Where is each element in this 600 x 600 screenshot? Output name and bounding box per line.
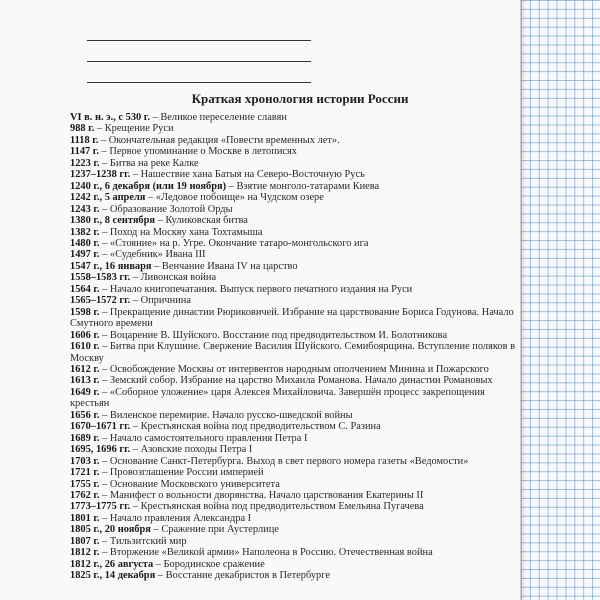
entry-date: 1558–1583 гг. [70,272,131,284]
entry-date: 1812 г. [70,547,100,559]
entry-text: – «Судебник» Ивана III [99,249,206,261]
chronology-entry [70,330,520,341]
entry-date: 1497 г. [70,249,100,261]
blank-line-3 [87,82,311,83]
entry-text: – Начало самостоятельного правления Петра I [99,432,308,444]
entry-date: 1564 г. [70,283,100,295]
chronology-entry [70,479,520,490]
chronology-entry [70,158,520,169]
chronology-entry [70,249,520,260]
entry-text: – Бородинское сражение [153,558,265,570]
entry-text: – Тильзитский мир [99,535,187,547]
chronology-entry [70,307,520,330]
chronology-entry [70,135,520,146]
entry-text: – Крестьянская война под предводительством С. Разина [130,421,381,433]
entry-date: 1825 г., 14 декабря [70,570,156,582]
chronology-entry [70,467,520,478]
entry-text: – Первое упоминание о Москве в летописях [98,146,297,158]
entry-text: – Образование Золотой Орды [99,203,233,215]
entry-date: 1147 г. [70,146,99,158]
chronology-entry [70,238,520,249]
entry-date: 1805 г., 20 ноября [70,524,151,536]
entry-text: – Вторжение «Великой армии» Наполеона в Россию. Отечественная война [99,547,433,559]
blank-line-1 [87,40,311,41]
entry-text: – Ливонская война [130,272,217,284]
entry-text: – Прекращение династии Рюриковичей. Избрание на царствование Бориса Годунова. Начало Смутного времени [70,306,514,330]
entry-date: 1656 г. [70,409,100,421]
entry-text: – Окончательная редакция «Повести временных лет». [98,134,340,146]
entry-date: 1606 г. [70,329,100,341]
chronology-entry [70,169,520,180]
chronology-entry [70,146,520,157]
chronology-entry [70,284,520,295]
entry-date: 1237–1238 гг. [70,169,131,181]
entry-text: – Манифест о вольности дворянства. Начало царствования Екатерины II [99,489,424,501]
chronology-entry [70,181,520,192]
chronology-entry [70,444,520,455]
chronology-entry [70,341,520,364]
entry-text: – Нашествие хана Батыя на Северо-Восточную Русь [130,169,365,181]
entry-date: 1762 г. [70,489,100,501]
entry-date: 1773–1775 гг. [70,501,131,513]
chronology-entry [70,227,520,238]
entry-date: 1565–1572 гг. [70,295,131,307]
entry-date: 1480 г. [70,237,100,249]
blank-line-2 [87,61,311,62]
entry-date: 1689 г. [70,432,100,444]
chronology-entry [70,547,520,558]
entry-date: 1547 г., 16 января [70,260,152,272]
entry-date: 1118 г. [70,134,99,146]
entry-date: 1801 г. [70,512,100,524]
entry-date: 1610 г. [70,341,100,353]
entry-date: 1598 г. [70,306,100,318]
chronology-entry [70,433,520,444]
entry-text: – Освобождение Москвы от интервентов народным ополчением Минина и Пожарского [99,363,489,375]
entry-date: 1612 г. [70,363,100,375]
chronology-entry [70,192,520,203]
entry-date: 1649 г. [70,386,100,398]
entry-date: VI в. н. э., с 530 г. [70,112,150,123]
page-title: Краткая хронология истории России [191,91,409,106]
entry-text: – Взятие монголо-татарами Киева [226,180,380,192]
entry-text: – Великое переселение славян [149,112,287,123]
entry-date: 988 г. [70,123,95,135]
chronology-entry [70,490,520,501]
entry-date: 1807 г. [70,535,100,547]
chronology-entry [70,215,520,226]
entry-date: 1812 г., 26 августа [70,558,154,570]
chronology-entry [70,524,520,535]
entry-text: – Опричнина [130,295,191,307]
entry-date: 1703 г. [70,455,100,467]
chronology-entry [70,501,520,512]
entry-text: – Восстание декабристов в Петербурге [155,570,330,582]
entry-date: 1670–1671 гг. [70,421,131,433]
chronology-entry [70,272,520,283]
entry-text: – Основание Санкт-Петербурга. Выход в свет первого номера газеты «Ведомости» [99,455,469,467]
chronology-entry [70,112,520,123]
chronology-entry [70,421,520,432]
chronology-entry [70,559,520,570]
entry-text: – «Стояние» на р. Угре. Окончание татаро-монгольского ига [99,237,369,249]
entry-date: 1721 г. [70,467,100,479]
entry-text: – Венчание Ивана IV на царство [151,260,298,272]
chronology-entry [70,410,520,421]
chronology-entry [70,364,520,375]
entry-date: 1240 г., 6 декабря (или 19 ноября) [70,180,227,192]
entry-date: 1695, 1696 гг. [70,444,131,456]
entry-text: – «Соборное уложение» царя Алексея Михайловича. Завершён процесс закрепощения крестьян [70,386,485,410]
entry-text: – Крестьянская война под предводительством Емельяна Пугачева [130,501,424,513]
entry-text: – Куликовская битва [155,215,248,227]
entry-date: 1243 г. [70,203,100,215]
entry-text: – «Ледовое побоище» на Чудском озере [145,192,324,204]
entry-text: – Начало правления Александра I [99,512,252,524]
chronology-entry [70,387,520,410]
grid-paper-edge [520,0,600,600]
entry-date: 1382 г. [70,226,100,238]
chronology-entry [70,456,520,467]
chronology-entry [70,261,520,272]
entry-date: 1380 г., 8 сентября [70,215,156,227]
entry-date: 1613 г. [70,375,100,387]
entry-text: – Крещение Руси [94,123,174,135]
chronology-entry [70,536,520,547]
chronology-entry [70,375,520,386]
entry-date: 1223 г. [70,157,100,169]
entry-text: – Сражение при Аустерлице [150,524,279,536]
entry-date: 1755 г. [70,478,100,490]
entry-text: – Битва на реке Калке [99,157,199,169]
chronology-entry [70,570,520,581]
chronology-entry [70,204,520,215]
entry-text: – Провозглашение России империей [99,467,264,479]
entry-text: – Азовские походы Петра I [130,444,253,456]
entry-text: – Битва при Клушине. Свержение Василия Шуйского. Семибоярщина. Вступление поляков в Москву [70,341,516,364]
entry-date: 1242 г., 5 апреля [70,192,146,204]
entry-text: – Воцарение В. Шуйского. Восстание под предводительством И. Болотникова [99,329,448,341]
entry-text: – Начало книгопечатания. Выпуск первого печатного издания на Руси [99,283,413,295]
entry-text: – Поход на Москву хана Тохтамыша [99,226,263,238]
chronology-list [70,112,520,582]
chronology-entry [70,123,520,134]
entry-text: – Виленское перемирие. Начало русско-шведской войны [99,409,353,421]
entry-text: – Основание Московского университета [99,478,280,490]
chronology-entry [70,295,520,306]
chronology-entry [70,513,520,524]
entry-text: – Земский собор. Избрание на царство Михаила Романова. Начало династии Романовых [99,375,493,387]
